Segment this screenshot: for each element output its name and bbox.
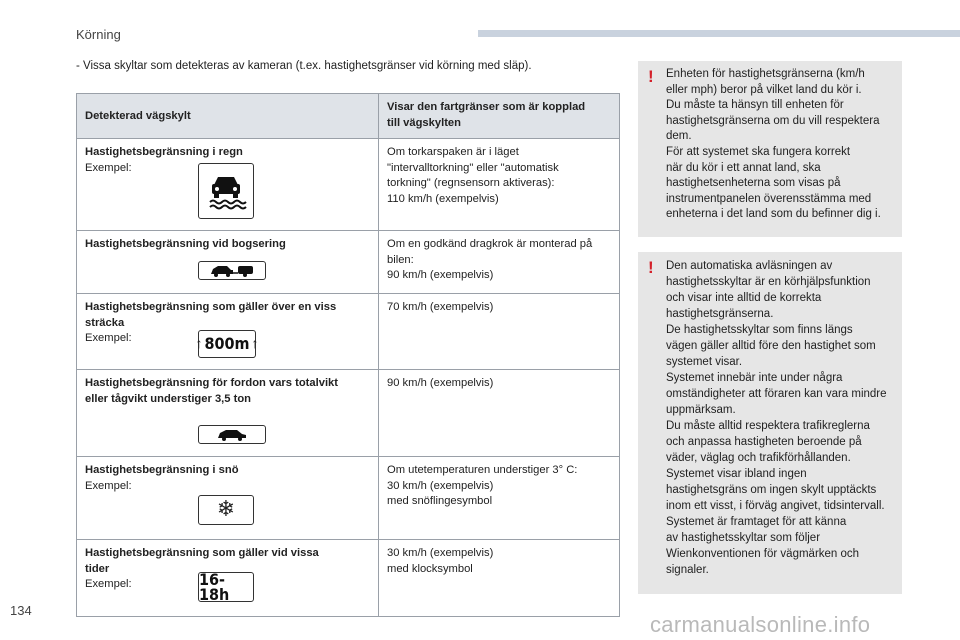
- row-title: Hastighetsbegränsning vid bogsering: [85, 238, 286, 250]
- table-header-sign: Detekterad vägskylt: [77, 94, 379, 139]
- arrow-up-icon: ↑: [195, 335, 203, 352]
- distance-sign: [195, 330, 259, 358]
- row-title: Hastighetsbegränsning som gäller över en viss: [85, 301, 337, 313]
- intro-text: - Vissa skyltar som detekteras av kameran (t.ex. hastighetsgränser vid körning med släp).: [76, 60, 532, 72]
- row-title: eller tågvikt understiger 3,5 ton: [85, 392, 251, 405]
- arrow-up-icon: ↑: [251, 335, 259, 352]
- table-row: [77, 231, 620, 294]
- row-title: Hastighetsbegränsning i regn: [85, 146, 243, 158]
- car-icon: [198, 425, 266, 444]
- sign-distance-text: 800m: [204, 334, 250, 354]
- warning-icon: !: [648, 67, 654, 86]
- header-bar: [478, 30, 960, 37]
- row-example: Exempel:: [85, 578, 132, 590]
- traffic-sign-table: [76, 93, 620, 617]
- warning-box-units: ! Enheten för hastighetsgränserna (km/h eller mph) beror på vilket land du kör i. Du måste ta hänsyn till enheten för hastighetsgränserna om du vill respektera dem. För att systemet ska fungera korrekt när du kör i ett annat land, ska hastighetsenheterna som visas på instrumentpanelen överensstämma med enheterna i det land som du befinner dig i.: [638, 61, 902, 237]
- warning-icon: !: [648, 258, 654, 277]
- row-description: Om en godkänd dragkrok är monterad på bilen: 90 km/h (exempelvis): [379, 231, 620, 294]
- car-trailer-icon: [198, 261, 266, 280]
- watermark: carmanualsonline.info: [650, 612, 871, 637]
- row-example: Exempel:: [85, 161, 132, 174]
- row-description: Om torkarspaken är i läget "intervalltorkning" eller "automatisk torkning" (regnsensorn aktiveras): 110 km/h (exempelvis): [379, 139, 620, 231]
- row-example: Exempel:: [85, 332, 132, 344]
- row-example: Exempel:: [85, 479, 132, 492]
- table-row: [77, 294, 620, 370]
- row-title: Hastighetsbegränsning i snö: [85, 464, 239, 476]
- rain-car-icon: [198, 163, 254, 219]
- table-row: [77, 370, 620, 457]
- row-description: 70 km/h (exempelvis): [379, 294, 620, 370]
- warning-box-reading: ! Den automatiska avläsningen av hastighetsskyltar är en körhjälpsfunktion och visar inte alltid de korrekta hastighetsgränserna. De hastighetsskyltar som finns längs vägen gäller alltid före den hastighet som systemet visar. Systemet innebär inte under några omständigheter att föraren kan vara mindre uppmärksam. Du måste alltid respektera trafikreglerna och anpassa hastigheten beroende på väder, väglag och trafikförhållanden. Systemet visar ibland ingen hastighetsgräns om ingen skylt upptäckts inom ett visst, i förväg angivet, tidsintervall. Systemet är framtaget för att känna av hastighetsskyltar som följer Wienkonventionen för vägmärken och signaler.: [638, 252, 902, 594]
- row-description: Om utetemperaturen understiger 3° C: 30 km/h (exempelvis) med snöflingesymbol: [379, 457, 620, 540]
- time-sign: [198, 569, 254, 604]
- row-title: Hastighetsbegränsning för fordon vars totalvikt: [85, 377, 338, 389]
- table-row: [77, 139, 620, 231]
- table-header-limit: Visar den fartgränser som är kopplad till vägskylten: [379, 94, 620, 139]
- row-title: Hastighetsbegränsning som gäller vid vissa: [85, 547, 319, 559]
- page-number: 134: [10, 603, 32, 618]
- sign-time-text: 16-18h: [199, 569, 230, 604]
- table-row: [77, 457, 620, 540]
- header-title: Körning: [76, 27, 121, 42]
- table-header-row: [77, 94, 620, 139]
- row-description: 90 km/h (exempelvis): [379, 370, 620, 457]
- row-title: sträcka: [85, 316, 125, 329]
- snowflake-icon: ❄: [198, 495, 254, 525]
- table-row: [77, 540, 620, 617]
- row-title: tider: [85, 562, 110, 575]
- row-description: 30 km/h (exempelvis) med klocksymbol: [379, 540, 620, 617]
